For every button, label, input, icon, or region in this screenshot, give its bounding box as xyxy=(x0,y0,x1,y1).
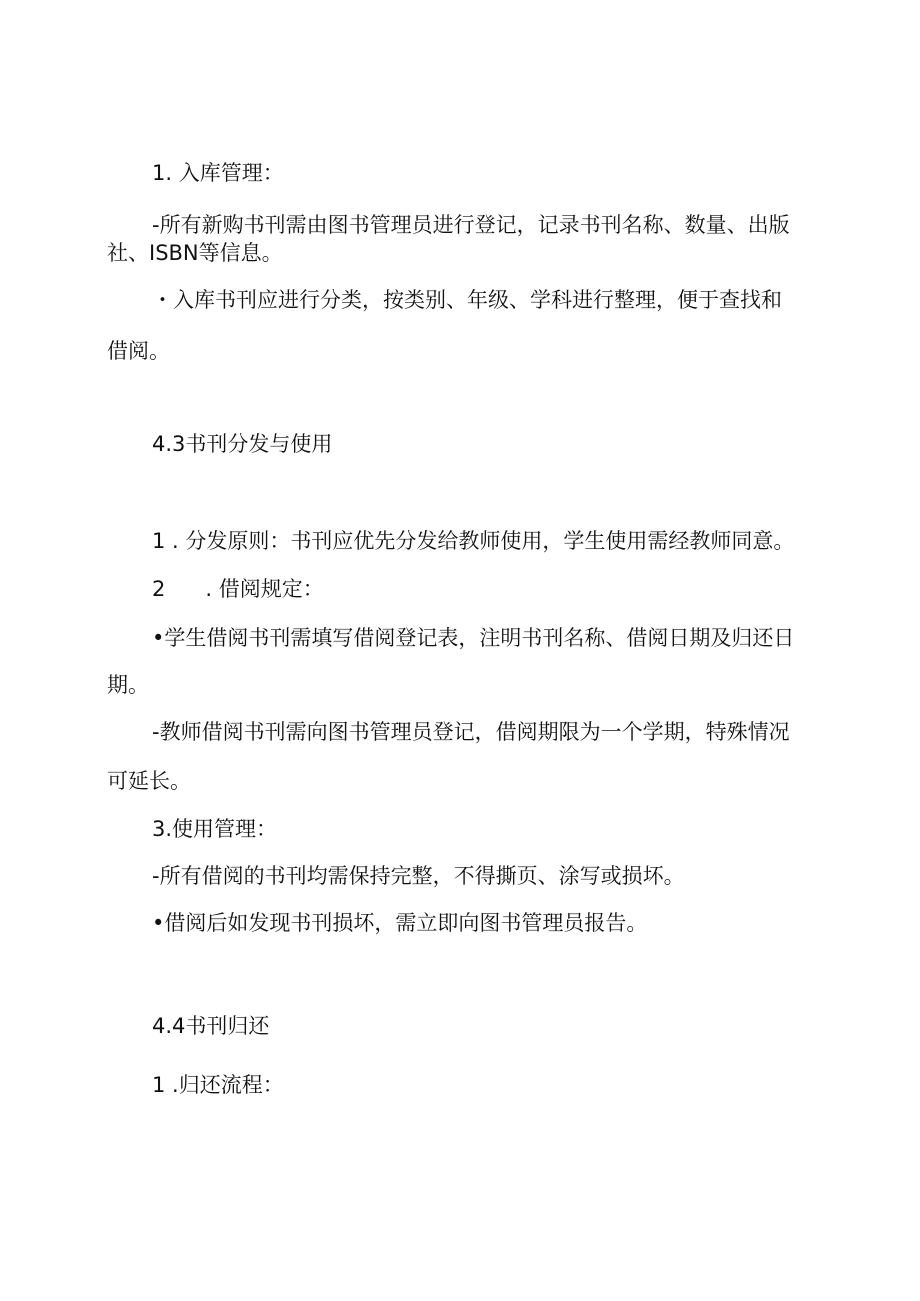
paragraph-line: •学生借阅书刊需填写借阅登记表，注明书刊名称、借阅日期及归还日 xyxy=(152,626,795,650)
section-heading-4-3: 4.3书刊分发与使用 xyxy=(152,432,333,456)
paragraph-line: 可延长。 xyxy=(107,769,191,793)
item-distribution-principle: 1 . 分发原则：书刊应优先分发给教师使用，学生使用需经教师同意。 xyxy=(152,529,795,553)
paragraph-line: •借阅后如发现书刊损坏，需立即向图书管理员报告。 xyxy=(152,911,648,935)
item-inbound-management: 1. 入库管理： xyxy=(152,161,284,185)
item-usage-management: 3.使用管理： xyxy=(152,817,278,841)
item-borrowing-rules: 2 . 借阅规定： xyxy=(152,577,324,601)
paragraph-line: 借阅。 xyxy=(107,339,170,363)
paragraph-line: ・入库书刊应进行分类，按类别、年级、学科进行整理，便于查找和 xyxy=(152,288,782,312)
item-return-process: 1 .归还流程： xyxy=(152,1073,284,1097)
paragraph-line: -教师借阅书刊需向图书管理员登记，借阅期限为一个学期，特殊情况 xyxy=(152,720,790,744)
paragraph-line: 期。 xyxy=(107,673,149,697)
paragraph-line: -所有新购书刊需由图书管理员进行登记，记录书刊名称、数量、出版 xyxy=(152,213,790,237)
paragraph-line: 社、ISBN等信息。 xyxy=(107,241,283,265)
paragraph-line: -所有借阅的书刊均需保持完整，不得撕页、涂写或损坏。 xyxy=(152,864,685,888)
section-heading-4-4: 4.4书刊归还 xyxy=(152,1014,270,1038)
